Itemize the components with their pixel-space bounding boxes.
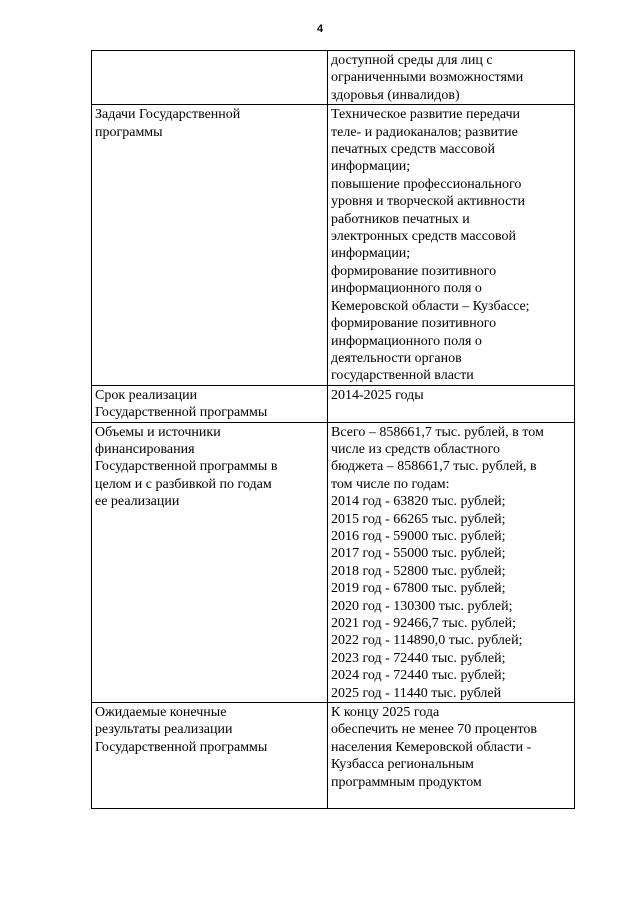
value-line: государственной власти: [331, 368, 474, 384]
value-line: теле- и радиоканалов; развитие: [331, 124, 518, 140]
page-number: 4: [316, 23, 324, 35]
value-line: повышение профессионального: [331, 176, 522, 192]
value-line: информационного поля о: [331, 281, 482, 297]
row-label-cell: [92, 422, 328, 703]
label-line: целом и с разбивкой по годам: [95, 476, 272, 492]
value-line: обеспечить не менее 70 процентов: [331, 722, 538, 738]
label-line: финансирования: [95, 441, 195, 457]
value-line: 2020 год - 130300 тыс. рублей;: [331, 598, 513, 614]
value-line: информации;: [331, 246, 411, 262]
value-line: ограниченными возможностями: [331, 70, 524, 86]
program-passport-table: [91, 50, 575, 809]
row-label-cell: [92, 105, 328, 386]
value-line: Кемеровской области – Кузбассе;: [331, 298, 530, 314]
value-line: 2025 год - 11440 тыс. рублей: [331, 685, 502, 701]
row-value-cell: [328, 105, 575, 386]
row-value-cell: [328, 422, 575, 703]
value-line: здоровья (инвалидов): [331, 87, 460, 103]
value-line: 2014 год - 63820 тыс. рублей;: [331, 494, 506, 510]
row-label-cell: [92, 51, 328, 105]
value-line: 2016 год - 59000 тыс. рублей;: [331, 528, 506, 544]
label-line: результаты реализации: [95, 722, 233, 738]
table-row: [92, 385, 575, 422]
value-line: программным продуктом: [331, 774, 482, 790]
value-line: формирование позитивного: [331, 263, 497, 279]
value-line: 2019 год - 67800 тыс. рублей;: [331, 581, 506, 597]
value-line: работников печатных и: [331, 211, 470, 227]
row-value-cell: [328, 703, 575, 809]
value-line: печатных средств массовой: [331, 142, 495, 158]
value-line: бюджета – 858661,7 тыс. рублей, в: [331, 459, 537, 475]
value-line: 2014-2025 годы: [331, 387, 424, 403]
value-line: 2021 год - 92466,7 тыс. рублей;: [331, 616, 517, 631]
row-value-cell: [328, 385, 575, 422]
value-line: электронных средств массовой: [331, 229, 516, 245]
table-row: [92, 703, 575, 809]
table-row: [92, 422, 575, 703]
label-line: Срок реализации: [95, 387, 198, 403]
value-line: том числе по годам:: [331, 476, 450, 492]
value-line: информации;: [331, 159, 411, 175]
label-line: Объемы и источники: [95, 424, 221, 440]
label-line: Государственной программы: [95, 405, 268, 421]
value-line: К концу 2025 года: [331, 705, 440, 721]
row-label-cell: [92, 385, 328, 422]
value-line: 2023 год - 72440 тыс. рублей;: [331, 650, 506, 666]
value-line: доступной среды для лиц с: [331, 53, 493, 68]
value-line: уровня и творческой активности: [331, 194, 525, 210]
value-line: Техническое развитие передачи: [331, 107, 521, 123]
table-row: [92, 105, 575, 386]
row-value-cell: [328, 51, 575, 105]
blank-line: [331, 791, 571, 808]
value-line: населения Кемеровской области -: [331, 739, 532, 755]
label-line: ее реализации: [95, 494, 180, 510]
value-line: 2022 год - 114890,0 тыс. рублей;: [331, 633, 523, 649]
label-line: Задачи Государственной: [95, 107, 241, 123]
label-line: Государственной программы в: [95, 459, 278, 475]
value-line: Кузбасса региональным: [331, 757, 474, 773]
value-line: информационного поля о: [331, 333, 482, 349]
value-line: 2017 год - 55000 тыс. рублей;: [331, 546, 506, 562]
value-line: формирование позитивного: [331, 316, 497, 332]
row-label-cell: [92, 703, 328, 809]
label-line: Государственной программы: [95, 739, 268, 755]
value-line: числе из средств областного: [331, 441, 500, 457]
value-line: 2018 год - 52800 тыс. рублей;: [331, 563, 506, 579]
value-line: 2015 год - 66265 тыс. рублей;: [331, 511, 506, 527]
value-line: Всего – 858661,7 тыс. рублей, в том: [331, 424, 544, 440]
label-line: Ожидаемые конечные: [95, 705, 227, 721]
value-line: деятельности органов: [331, 350, 462, 366]
table-row: [92, 51, 575, 105]
value-line: 2024 год - 72440 тыс. рублей;: [331, 668, 506, 684]
label-line: программы: [95, 124, 163, 140]
